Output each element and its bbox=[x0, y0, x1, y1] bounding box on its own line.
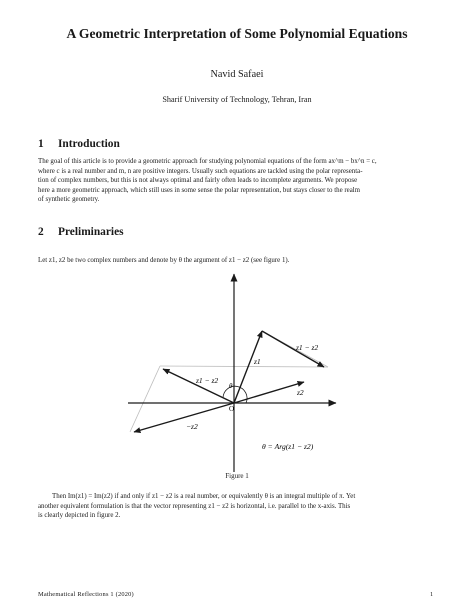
paragraph-line: of synthetic geometry. bbox=[38, 196, 100, 204]
author-affiliation: Sharif University of Technology, Tehran, Iran bbox=[162, 95, 312, 104]
construction-line-top bbox=[160, 366, 328, 367]
label-theta: θ bbox=[229, 382, 233, 390]
vector-z1 bbox=[234, 331, 262, 403]
label-z2: z2 bbox=[297, 388, 304, 397]
paragraph-line: Then Im(z1) = Im(z2) if and only if z1 − z2 is a real number, or equivalently θ is an integral multiple of π. Yet bbox=[52, 493, 356, 500]
footer-page-number: 1 bbox=[430, 591, 434, 598]
paragraph-line: Let z1, z2 be two complex numbers and denote by θ the argument of z1 − z2 (see figure 1). bbox=[38, 257, 290, 264]
section-title: Introduction bbox=[58, 138, 120, 150]
vector-z2 bbox=[234, 382, 304, 403]
paragraph-line: where c is a real number and m, n are positive integers. Usually such equations are tackled using the polar representa- bbox=[38, 167, 363, 175]
author-name: Navid Safaei bbox=[210, 69, 264, 80]
label-theta-formula: θ = Arg(z1 − z2) bbox=[262, 442, 314, 451]
label-neg-z2: −z2 bbox=[186, 422, 198, 431]
closing-paragraph bbox=[38, 492, 438, 521]
vector-neg-z2 bbox=[134, 403, 234, 432]
label-z1-minus-z2-upper: z1 − z2 bbox=[296, 343, 319, 352]
section-number: 1 bbox=[38, 138, 44, 150]
label-z1-minus-z2: z1 − z2 bbox=[196, 376, 219, 385]
label-z1: z1 bbox=[254, 357, 261, 366]
paragraph-line: another equivalent formulation is that the vector representing z1 − z2 is horizontal, i.e. parallel to the x-axis. This bbox=[38, 502, 351, 510]
paragraph-line: tion of complex numbers, but this is not always optimal and fairly often leads to incomplete arguments. We propose bbox=[38, 177, 358, 185]
paragraph-line: The goal of this article is to provide a geometric approach for studying polynomial equations of the form ax^m − bx^n = c, bbox=[38, 158, 377, 165]
section-title: Preliminaries bbox=[58, 226, 124, 238]
section-number: 2 bbox=[38, 226, 44, 238]
label-origin: O bbox=[229, 405, 235, 413]
figure-1-caption: Figure 1 bbox=[225, 472, 249, 480]
paragraph-line: here a more geometric approach, which still uses in some sense the polar representation, but stays closer to the realm bbox=[38, 186, 361, 194]
paragraph-line: is clearly depicted in figure 2. bbox=[38, 512, 121, 520]
construction-line-left bbox=[130, 366, 160, 432]
paper-title: A Geometric Interpretation of Some Polynomial Equations bbox=[66, 26, 408, 41]
footer-journal: Mathematical Reflections 1 (2020) bbox=[38, 591, 134, 598]
